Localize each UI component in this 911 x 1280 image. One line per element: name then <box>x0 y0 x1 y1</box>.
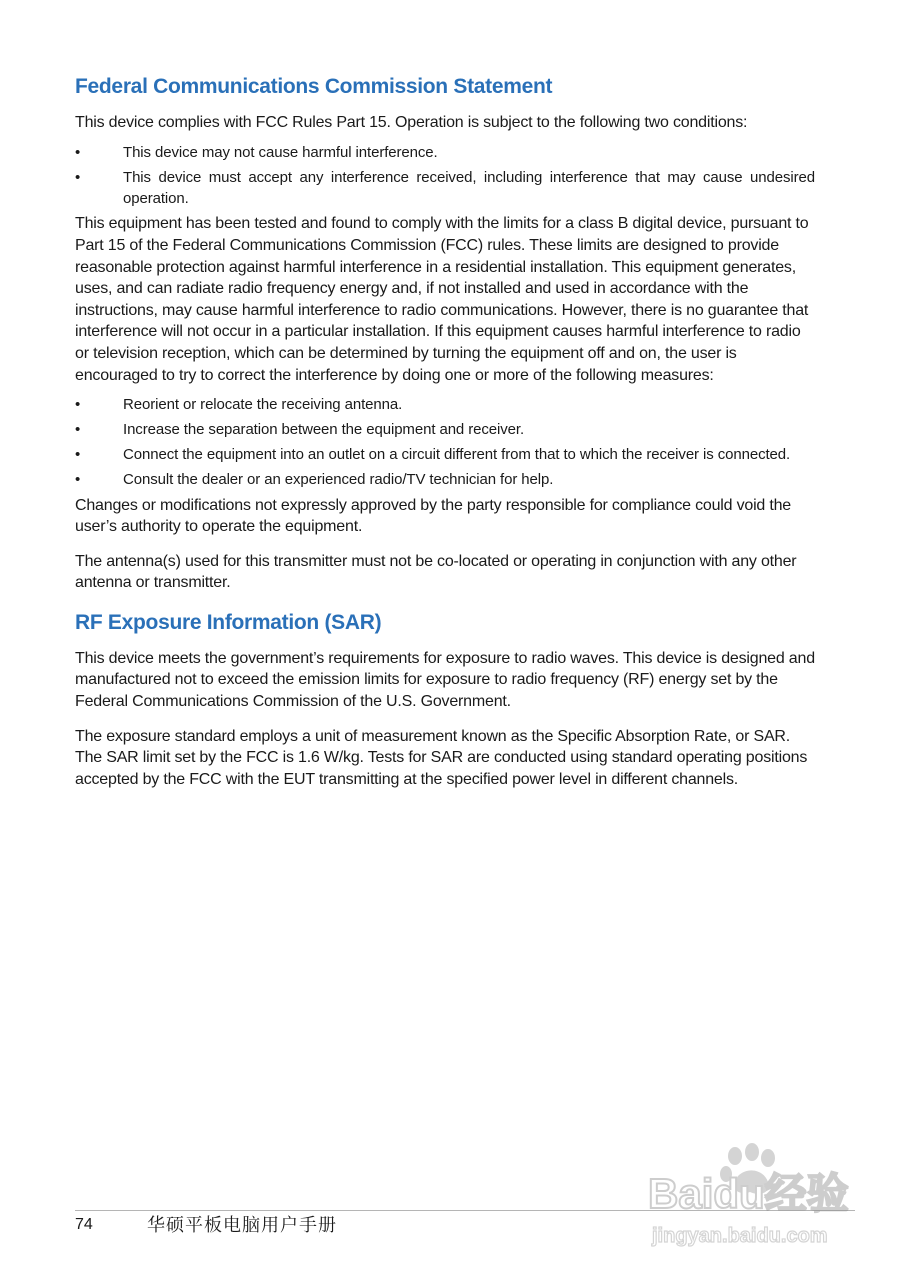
baidu-watermark <box>640 1142 870 1252</box>
list-item: • This device may not cause harmful interference. <box>75 142 815 164</box>
list-item: • Connect the equipment into an outlet on a circuit different from that to which the receiver is connected. <box>75 444 815 466</box>
fcc-body: This equipment has been tested and found to comply with the limits for a class B digital device, pursuant to Part 15 of the Federal Communications Commission (FCC) rules. These limits are designed to provide reasonable protection against harmful interference in a residential installation. This equipment generates, uses, and can radiate radio frequency energy and, if not installed and used in accordance with the instructions, may cause harmful interference to radio communications. However, there is no guarantee that interference will not occur in a particular installation. If this equipment causes harmful interference to radio or television reception, which can be determined by turning the equipment off and on, the user is encouraged to try to correct the interference by doing one or more of the following measures: <box>75 215 809 384</box>
conditions-list <box>75 142 815 210</box>
list-item: • This device must accept any interference received, including interference that may cause undesired operation. <box>75 168 815 208</box>
fcc-changes: Changes or modifications not expressly approved by the party responsible for compliance could void the user’s authority to operate the equipment. <box>75 496 792 536</box>
list-item: • Increase the separation between the equipment and receiver. <box>75 419 815 441</box>
measures-list <box>75 394 815 491</box>
bullet: • <box>75 143 81 161</box>
watermark-url: jingyan.baidu.com <box>652 1225 828 1247</box>
sar-paragraph-1: This device meets the government’s requirements for exposure to radio waves. This device is designed and manufactured not to exceed the emission limits for exposure to radio frequency (RF) energy set by the Federal Communications Commission of the U.S. Government. <box>75 649 815 711</box>
document-page <box>75 72 815 790</box>
fcc-intro: This device complies with FCC Rules Part 15. Operation is subject to the following two conditions: <box>75 114 748 131</box>
list-item: • Consult the dealer or an experienced radio/TV technician for help. <box>75 469 815 491</box>
bullet: • <box>75 396 81 414</box>
sar-heading: RF Exposure Information (SAR) <box>75 610 382 634</box>
list-item: • Reorient or relocate the receiving antenna. <box>75 394 815 416</box>
sar-paragraph-2: The exposure standard employs a unit of measurement known as the Specific Absorption Rate, or SAR. The SAR limit set by the FCC is 1.6 W/kg. Tests for SAR are conducted using standard operating positions accepted by the FCC with the EUT transmitting at the specified power level in different channels. <box>75 727 808 788</box>
fcc-heading: Federal Communications Commission Statement <box>75 75 553 98</box>
bullet: • <box>75 446 81 464</box>
bullet: • <box>75 471 81 489</box>
bullet: • <box>75 168 81 186</box>
bullet: • <box>75 421 81 439</box>
fcc-antenna: The antenna(s) used for this transmitter must not be co-located or operating in conjunction with any other antenna or transmitter. <box>75 552 797 592</box>
footer-title: 华硕平板电脑用户手册 <box>147 1215 337 1235</box>
page-number: 74 <box>75 1216 93 1233</box>
watermark-brand: Baidu经验 <box>648 1170 849 1217</box>
